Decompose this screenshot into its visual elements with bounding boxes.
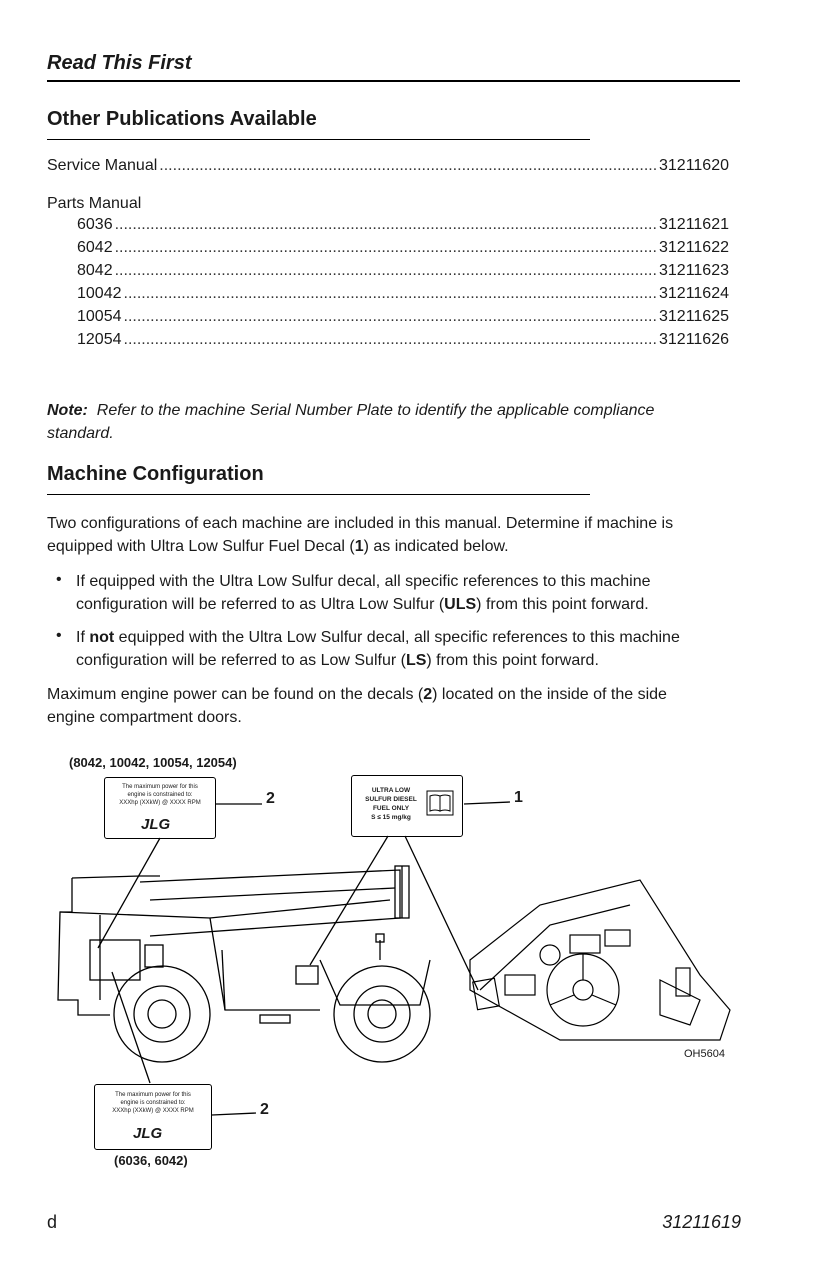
toc-label: 12054 xyxy=(77,331,122,348)
toc-label: 10042 xyxy=(77,285,122,302)
decal-line: The maximum power for this xyxy=(122,784,198,790)
toc-label: 10054 xyxy=(77,308,122,325)
bullet-marker: • xyxy=(56,627,62,644)
bullet-ls-line1: equipped with the Ultra Low Sulfur decal, all specific references to this machine xyxy=(114,629,680,646)
callout-2-bottom: 2 xyxy=(260,1101,269,1118)
fuel-decal-line: ULTRA LOW xyxy=(371,787,411,794)
toc-number: 31211620 xyxy=(659,157,729,174)
bullet-ls-start: If xyxy=(76,629,90,646)
decal-line: engine is constrained to: xyxy=(127,792,193,798)
toc-label: Service Manual xyxy=(47,157,158,174)
power-line1: Maximum engine power can be found on the decals ( xyxy=(47,686,424,703)
toc-number: 31211622 xyxy=(659,239,729,256)
bullet-ls-line2: configuration will be referred to as Low Sulfur ( xyxy=(76,652,406,669)
bullet-uls-line2-end: ) from this point forward. xyxy=(476,596,649,613)
figure-caption-top: (8042, 10042, 10054, 12054) xyxy=(69,755,237,770)
decal-line: engine is constrained to: xyxy=(120,1100,186,1106)
footer-page-number: d xyxy=(47,1212,58,1232)
note-text: Refer to the machine Serial Number Plate to identify the applicable compliance xyxy=(96,402,655,419)
callout-2-top: 2 xyxy=(266,790,275,807)
toc-label: 6036 xyxy=(77,216,113,233)
decal-line: XXXhp (XXkW) @ XXXX RPM xyxy=(119,800,201,806)
page-header-title: Read This First xyxy=(47,52,192,74)
power-line1-end: ) located on the inside of the side xyxy=(432,686,667,703)
toc-number: 31211625 xyxy=(659,308,729,325)
toc-number: 31211626 xyxy=(659,331,729,348)
config-intro-line1: Two configurations of each machine are included in this manual. Determine if machine is xyxy=(47,515,674,532)
callout-1: 1 xyxy=(514,789,523,806)
note-label: Note: xyxy=(47,402,88,419)
jlg-logo: JLG xyxy=(133,1125,163,1142)
figure-caption-bottom: (6036, 6042) xyxy=(114,1153,188,1168)
toc-label: 6042 xyxy=(77,239,113,256)
decal-line: The maximum power for this xyxy=(115,1092,191,1098)
decal-line: XXXhp (XXkW) @ XXXX RPM xyxy=(112,1108,194,1114)
fuel-decal-line: S ≤ 15 mg/kg xyxy=(371,814,411,821)
bullet-marker: • xyxy=(56,571,62,588)
jlg-logo: JLG xyxy=(141,816,171,833)
toc-number: 31211623 xyxy=(659,262,729,279)
uls-term: ULS xyxy=(444,596,477,613)
fuel-decal-line: SULFUR DIESEL xyxy=(365,796,417,803)
config-intro-line2: equipped with Ultra Low Sulfur Fuel Decal ( xyxy=(47,538,355,555)
config-heading: Machine Configuration xyxy=(47,463,264,485)
power-line2: engine compartment doors. xyxy=(47,709,242,726)
bullet-uls-line1: If equipped with the Ultra Low Sulfur decal, all specific references to this machine xyxy=(76,573,651,590)
figure-id: OH5604 xyxy=(684,1048,725,1060)
publications-heading: Other Publications Available xyxy=(47,108,317,130)
callout-ref: 2 xyxy=(423,686,433,703)
fuel-decal-line: FUEL ONLY xyxy=(372,805,410,812)
footer-doc-number: 31211619 xyxy=(662,1212,741,1232)
parts-manual-label: Parts Manual xyxy=(47,195,142,212)
callout-ref: 1 xyxy=(354,538,364,555)
toc-number: 31211621 xyxy=(659,216,729,233)
note-text-line2: standard. xyxy=(47,425,114,442)
toc-number: 31211624 xyxy=(659,285,729,302)
not-term: not xyxy=(89,629,115,646)
ls-term: LS xyxy=(405,652,427,669)
bullet-ls-line2-end: ) from this point forward. xyxy=(426,652,599,669)
toc-label: 8042 xyxy=(77,262,113,279)
bullet-uls-line2: configuration will be referred to as Ultra Low Sulfur ( xyxy=(76,596,445,613)
config-intro-line2-end: ) as indicated below. xyxy=(363,538,509,555)
